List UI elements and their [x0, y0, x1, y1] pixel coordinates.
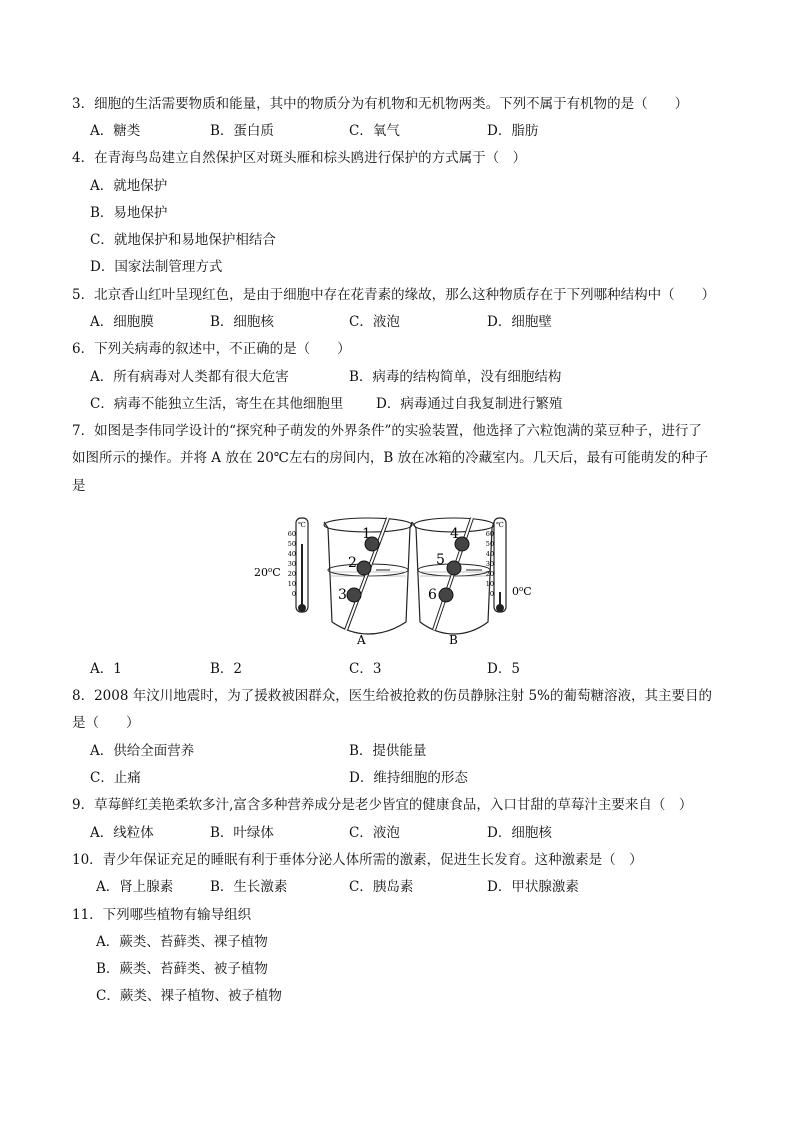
q11-option-a: A．蕨类、苔藓类、裸子植物 [96, 934, 268, 950]
q8-option-b: B．提供能量 [349, 743, 427, 759]
temperature-b-value: 0$^o$C [512, 585, 532, 598]
q8-option-c: C．止痛 [90, 770, 141, 786]
q4-option-a: A．就地保护 [90, 178, 168, 194]
q5-option-b: B．细胞核 [210, 314, 274, 330]
q10-option-a: A．肾上腺素 [96, 879, 174, 895]
q11-option-b: B．蕨类、苔藓类、被子植物 [96, 961, 268, 977]
thermometer-b-unit: ℃ [496, 521, 504, 529]
q5-option-c: C．液泡 [349, 314, 400, 330]
q8-option-d: D．维持细胞的形态 [349, 770, 468, 786]
q5-option-a: A．细胞膜 [90, 314, 154, 330]
q9-option-d: D．细胞核 [487, 825, 552, 841]
q4-option-d: D．国家法制管理方式 [90, 259, 223, 275]
thermometer-b-tick-50: 50 [485, 540, 494, 548]
q9-option-a: A．线粒体 [90, 825, 154, 841]
seed-germination-figure [250, 510, 540, 650]
question-6-stem: 6．下列关病毒的叙述中，不正确的是（ ） [72, 341, 351, 357]
q4-option-c: C．就地保护和易地保护相结合 [90, 232, 276, 248]
question-5-stem: 5．北京香山红叶呈现红色，是由于细胞中存在花青素的缘故，那么这种物质存在于下列哪种结构中（ ） [72, 287, 716, 303]
beaker-label-a: A [357, 633, 366, 647]
seed-label-6: 6 [428, 587, 437, 603]
q6-option-c: C．病毒不能独立生活，寄生在其他细胞里 [90, 396, 344, 412]
seed-label-3: 3 [338, 587, 347, 603]
thermometer-a-tick-10: 10 [287, 580, 296, 588]
q4-option-b: B．易地保护 [90, 205, 168, 221]
q3-option-d: D．脂肪 [487, 123, 539, 139]
thermometer-a-tick-40: 40 [287, 550, 296, 558]
q8-option-a: A．供给全面营养 [90, 743, 195, 759]
q5-option-d: D．细胞壁 [487, 314, 552, 330]
q7-option-c: C．3 [349, 661, 382, 677]
q6-option-a: A．所有病毒对人类都有很大危害 [90, 369, 289, 385]
question-7-stem-line-2: 如图所示的操作。并将 A 放在 20℃左右的房间内，B 放在冰箱的冷藏室内。几天后，最有可能萌发的种子 [72, 450, 709, 466]
q7-option-b: B．2 [210, 661, 243, 677]
question-10-stem: 10．青少年保证充足的睡眠有利于垂体分泌人体所需的激素，促进生长发育。这种激素是（ ） [72, 852, 643, 868]
q6-option-b: B．病毒的结构简单，没有细胞结构 [349, 369, 562, 385]
thermometer-b-tick-20: 20 [485, 570, 494, 578]
thermometer-a-tick-30: 30 [287, 560, 296, 568]
q7-option-a: A．1 [90, 661, 122, 677]
question-7-stem-line-1: 7．如图是李伟同学设计的“探究种子萌发的外界条件”的实验装置，他选择了六粒饱满的菜豆种子，进行了 [72, 423, 702, 439]
question-7-stem-line-3: 是 [72, 478, 86, 494]
question-11-stem: 11．下列哪些植物有输导组织 [72, 907, 252, 923]
q7-option-d: D．5 [487, 661, 520, 677]
q3-option-b: B．蛋白质 [210, 123, 274, 139]
q9-option-c: C．液泡 [349, 825, 400, 841]
beaker-b [412, 518, 494, 647]
beaker-a [324, 518, 412, 647]
seed-label-1: 1 [362, 526, 371, 542]
thermometer-b-tick-40: 40 [485, 550, 494, 558]
question-9-stem: 9．草莓鲜红美艳柔软多汁,富含多种营养成分是老少皆宜的健康食品，入口甘甜的草莓汁主要来自（ ） [72, 797, 693, 813]
question-4-stem: 4．在青海鸟岛建立自然保护区对斑头雁和棕头鸥进行保护的方式属于（ ） [72, 150, 527, 166]
q10-option-c: C．胰岛素 [349, 879, 414, 895]
seed-label-4: 4 [450, 526, 459, 542]
thermometer-b-tick-10: 10 [485, 580, 494, 588]
thermometer-a-tick-50: 50 [287, 540, 296, 548]
thermometer-a [254, 518, 308, 612]
thermometer-a-tick-0: 0 [291, 590, 296, 598]
q3-option-c: C．氧气 [349, 123, 400, 139]
q9-option-b: B．叶绿体 [210, 825, 274, 841]
question-3-stem: 3．细胞的生活需要物质和能量，其中的物质分为有机物和无机物两类。下列不属于有机物的是（ ） [72, 96, 689, 112]
temperature-a-value: 20$^o$C [254, 566, 281, 579]
q11-option-c: C．蕨类、裸子植物、被子植物 [96, 988, 282, 1004]
question-8-stem-line-2: 是（ ） [72, 715, 140, 731]
seed-label-5: 5 [436, 552, 445, 568]
thermometer-a-tick-20: 20 [287, 570, 296, 578]
thermometer-b [486, 518, 532, 612]
q6-option-d: D．病毒通过自我复制进行繁殖 [376, 396, 563, 412]
thermometer-b-tick-60: 60 [485, 530, 494, 538]
thermometer-a-unit: ℃ [298, 521, 306, 529]
beaker-label-b: B [449, 633, 458, 647]
q10-option-d: D．甲状腺激素 [487, 879, 579, 895]
thermometer-a-tick-60: 60 [287, 530, 296, 538]
q3-option-a: A．糖类 [90, 123, 141, 139]
seed-label-2: 2 [348, 555, 357, 571]
thermometer-b-tick-0: 0 [489, 590, 494, 598]
q10-option-b: B．生长激素 [210, 879, 288, 895]
question-8-stem-line-1: 8．2008 年汶川地震时，为了援救被困群众，医生给被抢救的伤员静脉注射 5%的葡萄糖溶液，其主要目的 [72, 688, 712, 704]
thermometer-b-tick-30: 30 [485, 560, 494, 568]
